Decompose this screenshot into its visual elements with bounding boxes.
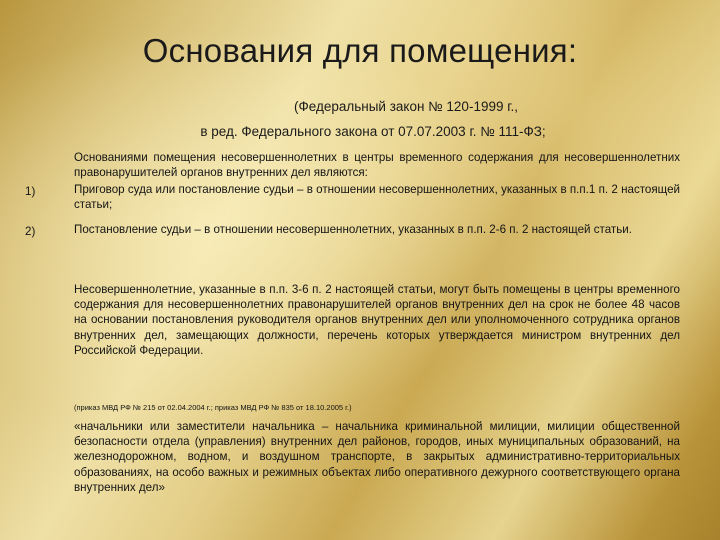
list-item-text: Приговор суда или постановление судьи – в отношении несовершеннолетних, указанных в п.п.1 п. 2 настоящей статьи; <box>74 183 680 212</box>
slide-title: Основания для помещения: <box>142 32 578 69</box>
minors-paragraph: Несовершеннолетние, указанные в п.п. 3-6 п. 2 настоящей статьи, могут быть помещены в центры временного содержания для несовершеннолетних правонарушителей органов внутренних дел на срок не более 48 часов на основании постановления руководителя органов внутренних дел или уполномоченного сотрудника органов внутренних дел, замещающих должности, перечень которых утверждается министром внутренних дел Российской Федерации. <box>74 283 680 357</box>
grounds-intro: Основаниями помещения несовершеннолетних в центры временного содержания для несовершеннолетних правонарушителей органов внутренних дел являются: <box>74 151 680 180</box>
list-item-number: 2) <box>25 225 36 238</box>
officials-quote: «начальники или заместители начальника – начальника криминальной милиции, милиции общественной безопасности отдела (управления) внутренних дел районов, городов, иных муниципальных образований, на железнодорожном, водном, и воздушном транспорте, в закрытых административно-территориальных образованиях, на особо важных и режимных объектах либо оперативного дежурного соответствующего органа внутренних дел» <box>74 420 680 494</box>
order-reference: (приказ МВД РФ № 215 от 02.04.2004 г.; приказ МВД РФ № 835 от 18.10.2005 г.) <box>74 403 352 412</box>
list-item-number: 1) <box>25 185 36 198</box>
law-reference-line-1: (Федеральный закон № 120-1999 г., <box>293 99 518 114</box>
law-reference-line-2: в ред. Федерального закона от 07.07.2003 г. № 111-ФЗ; <box>200 124 546 139</box>
list-item-text: Постановление судьи – в отношении несовершеннолетних, указанных в п.п. 2-6 п. 2 настоящей статьи. <box>74 223 632 236</box>
